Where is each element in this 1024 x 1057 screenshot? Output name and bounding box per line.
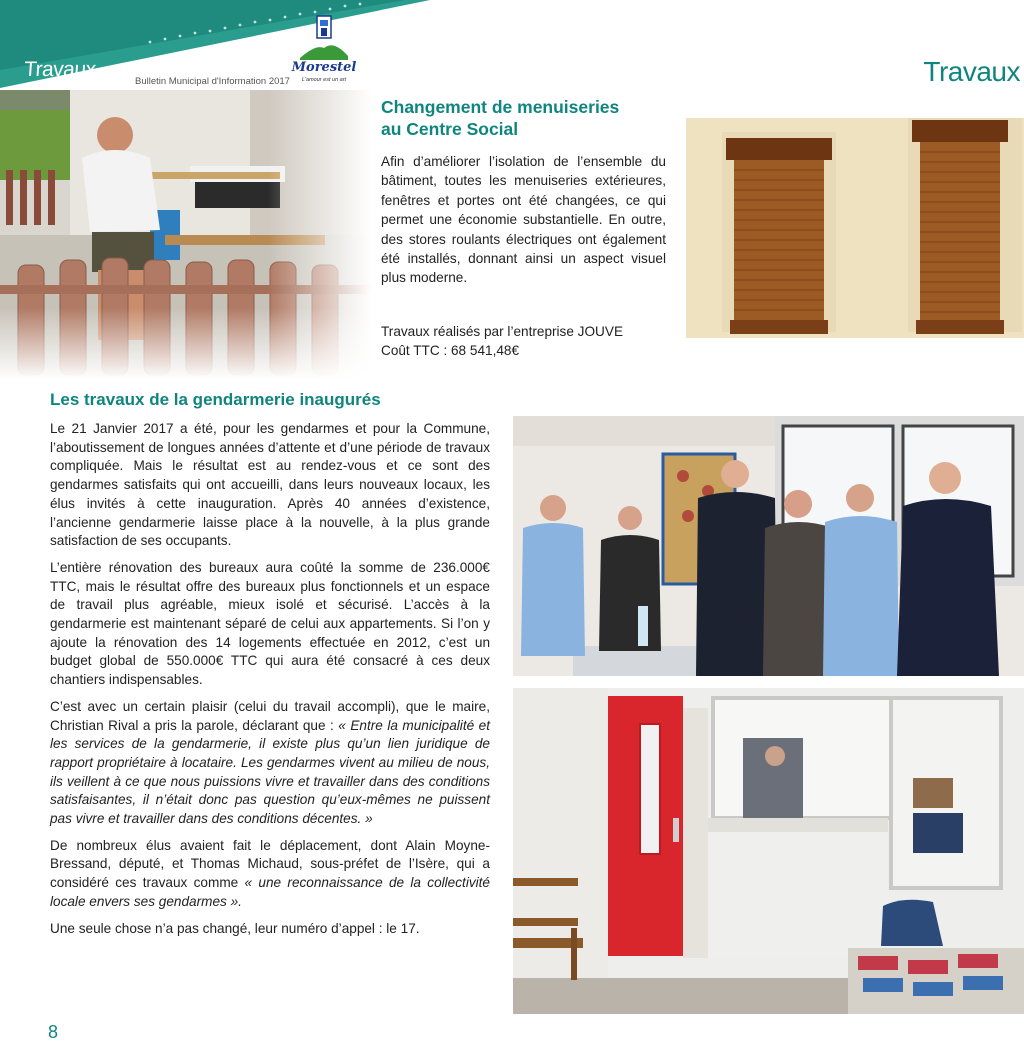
article-gendarmerie-title: Les travaux de la gendarmerie inaugurés	[50, 390, 381, 409]
logo-slogan: L'amour est un art	[301, 77, 347, 83]
logo-name: Morestel	[291, 60, 357, 75]
article-menuiseries-credit	[381, 322, 671, 361]
paragraph-3-intro: C’est avec un certain plaisir (celui du travail accompli), que le maire, Christian Rival a pris la parole, déclarant que :	[50, 698, 490, 733]
photo-roller-shutters	[686, 118, 1024, 338]
gendarmerie-paragraph-5: Une seule chose n’a pas changé, leur numéro d’appel : le 17.	[50, 920, 420, 936]
paragraph-4-intro: De nombreux élus avaient fait le déplacement, dont Alain Moyne-Bressand, député, et Thomas Michaud, sous-préfet de l’Isère, qui a considéré ces travaux comme	[50, 837, 490, 891]
gendarmerie-paragraph-3	[50, 698, 490, 829]
page-number: 8	[48, 1022, 59, 1042]
subprefect-quote: « une reconnaissance de la collectivité locale envers ses gendarmes ».	[50, 875, 490, 909]
article-menuiseries-paragraph: Afin d’améliorer l’isolation de l’ensemble du bâtiment, toutes les menuiseries extérieures, fenêtres et portes ont été changées, ce qui permet une économie substantielle. En outre, des stores roulants électriques ont également été installés, donnant ainsi un aspect visuel plus moderne.	[381, 154, 666, 286]
bulletin-caption: Bulletin Municipal d'Information 2017	[135, 76, 290, 87]
title-line-2: au Centre Social	[381, 119, 519, 139]
gendarmerie-paragraph-2: L’entière rénovation des bureaux aura coûté la somme de 236.000€ TTC, mais le résultat offre des bureaux plus fonctionnels et un espace de travail plus agréable, mieux isolé et sécurisé. L’accès à la gendarmerie est maintenant séparé de celui aux appartements. Si l’on y ajoute la rénovation des 14 logements effectuée en 2012, c’est un budget global de 550.000€ TTC qui aura été consacré à ces deux chantiers indispensables.	[50, 559, 490, 688]
gendarmerie-paragraph-4	[50, 837, 490, 912]
section-tab-label: Travaux	[23, 58, 97, 81]
page-section-title: Travaux	[923, 56, 1020, 87]
article-menuiseries-body	[381, 152, 666, 288]
photo-inauguration-ceremony	[513, 416, 1024, 676]
photo-new-office-interior	[513, 688, 1024, 1014]
title-line-1: Changement de menuiseries	[381, 97, 620, 117]
article-menuiseries-title	[381, 96, 671, 140]
credit-line-cost: Coût TTC : 68 541,48€	[381, 343, 520, 359]
mayor-quote: « Entre la municipalité et les services de la gendarmerie, il existe plus qu’un lien juridique de rapport propriétaire à locataire. Les gendarmes vivent au milieu de nous, ils veillent à ce que nous puissions vivre et travailler dans des conditions satisfaisantes, il n’était donc pas question qu’eux-mêmes ne puissent pas vivre et travailler dans des conditions décentes. »	[50, 717, 490, 827]
photo-worker-sawing	[0, 90, 372, 380]
article-gendarmerie-body	[50, 420, 490, 946]
credit-line-contractor: Travaux réalisés par l’entreprise JOUVE	[381, 324, 624, 339]
gendarmerie-paragraph-1: Le 21 Janvier 2017 a été, pour les gendarmes et pour la Commune, l’aboutissement de longues années d’attente et d’une période de travaux compliquée. Mais le résultat est au rendez-vous et ce sont des gendarmes satisfaits qui ont accueilli, dans leurs nouveaux locaux, les élus invités à cette inauguration. Après 40 années d’existence, l’ancienne gendarmerie laisse place à la nouvelle, à la plus grande satisfaction de ses occupants.	[50, 421, 490, 549]
